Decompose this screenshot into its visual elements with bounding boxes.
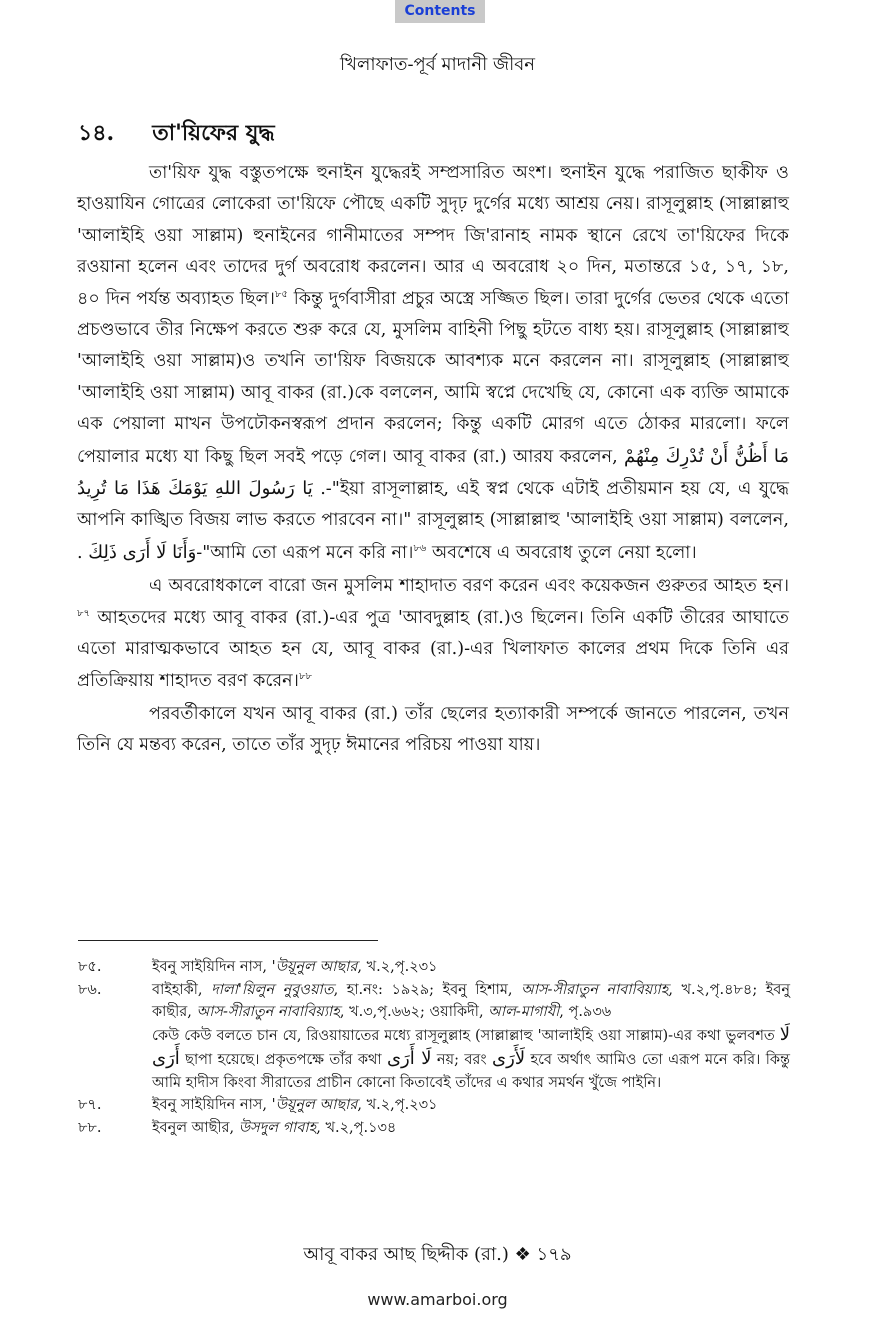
section-heading [78, 116, 275, 153]
contents-link[interactable]: Contents [395, 0, 485, 23]
footnote-text: বাইহাকী, দালা'য়িলুন নুবুওয়াত, হা.নং: ১৯২৯; ইবনু হিশাম, আস-সীরাতুন নাবাবিয়্যাহ, খ.২,পৃ.৪৮৪; ইবনু কাছীর, আস-সীরাতুন নাবাবিয়্যাহ, খ.৩,পৃ.৬৬২; ওয়াকিদী, আল-মাগাযী, পৃ.৯৩৬ [152, 981, 790, 1021]
text-run: .-"ইয়া রাসূলাল্লাহ, এই স্বপ্ন থেকে এটাই প্রতীয়মান হয় যে, এ যুদ্ধে আপনি কাঙ্খিত বিজয় লাভ করতে পারবেন না।" রাসূলুল্লাহ (সাল্লাল্লাহু 'আলাইহি ওয়া সাল্লাম) বললেন, . [77, 479, 789, 563]
footnote-ref: ৮৬ [413, 543, 427, 555]
book-title: আবূ বাকর আছ ছিদ্দীক (রা.) [303, 1244, 509, 1265]
paragraph [77, 158, 789, 569]
footnote-text: ইবনু সাইয়িদিন নাস, 'উয়ূনুল আছার, খ.২,পৃ.২৩১ [152, 959, 438, 975]
page-number: ১৭৯ [536, 1244, 572, 1265]
footnote-text: ইবনুল আছীর, উসদুল গাবাহ, খ.২,পৃ.১৩৪ [152, 1119, 397, 1136]
footnote-number: ৮৬. [78, 981, 102, 998]
footnote-ref: ৮৫ [274, 288, 288, 300]
section-title: তা'য়িফের যুদ্ধ [152, 120, 275, 146]
main-text [77, 158, 789, 762]
text-run: তা'য়িফ যুদ্ধ বস্তুতপক্ষে হুনাইন যুদ্ধেরই সম্প্রসারিত অংশ। হুনাইন যুদ্ধে পরাজিত ছাকীফ ও হাওয়াযিন গোত্রের লোকেরা তা'য়িফে পৌছে একটি সুদৃঢ় দুর্গের মধ্যে আশ্রয় নেয়। রাসূলুল্লাহ (সাল্লাল্লাহু 'আলাইহি ওয়া সাল্লাম) হুনাইনের গানীমাতের সম্পদ জি'রানাহ নামক স্থানে রেখে তা'য়িফের দিকে রওয়ানা হলেন এবং তাদের দুর্গ অবরোধ করলেন। আর এ অবরোধ ২০ দিন, মতান্তরে ১৫, ১৭, ১৮, ৪০ দিন পর্যন্ত অব্যাহত ছিল। [77, 163, 789, 309]
footnote-text: ইবনু সাইয়িদিন নাস, 'উয়ূনুল আছার, খ.২,পৃ.২৩১ [152, 1097, 438, 1114]
arabic-quote: وَأَنَا لَا أَرَى ذَلِكَ [88, 541, 197, 563]
footnote-number: ৮৫. [78, 959, 102, 975]
footnote-86-note: কেউ কেউ বলতে চান যে, রিওয়ায়াতের মধ্যে রাসূলুল্লাহ (সাল্লাল্লাহু 'আলাইহি ওয়া সাল্লাম)-এর কথা ভুলবশত لَا أَرَى ছাপা হয়েছে। প্রকৃতপক্ষে তাঁর কথা لَا أَرَى নয়; বরং لَأَرَى হবে অর্থাৎ আমিও তো এরূপ মনে করি। কিন্তু আমি হাদীস কিংবা সীরাতের প্রাচীন কোনো কিতাবেই তাঁদের এ কথার সমর্থন খুঁজে পাইনি। [152, 1024, 790, 1091]
arabic-quote: مَا أَظُنُّ أَنْ تُدْرِكَ مِنْهُمْ يَا رَسُولَ اللهِ يَوْمَكَ هَذَا مَا تُرِيدُ [77, 445, 789, 500]
separator-icon: ❖ [514, 1244, 531, 1265]
footnotes [78, 956, 790, 1140]
footnote-85 [78, 956, 790, 979]
footnote-86 [78, 979, 790, 1024]
text-run: অবশেষে এ অবরোধ তুলে নেয়া হলো। [426, 542, 697, 563]
text-run: এ অবরোধকালে বারো জন মুসলিম শাহাদাত বরণ করেন এবং কয়েকজন গুরুতর আহত হন। [149, 576, 789, 597]
website-link[interactable]: www.amarboi.org [367, 1290, 508, 1309]
footnote-ref: ৮৮ [298, 670, 312, 682]
running-header: খিলাফাত-পূর্ব মাদানী জীবন [339, 54, 536, 75]
page-footer [0, 1240, 875, 1271]
paragraph [77, 571, 789, 697]
text-run: -"আমি তো এরূপ মনে করি না। [196, 542, 414, 563]
footnote-87 [78, 1094, 790, 1117]
text-run: আহতদের মধ্যে আবূ বাকর (রা.)-এর পুত্র 'আবদুল্লাহ (রা.)ও ছিলেন। তিনি একটি তীরের আঘাতে এতো মারাত্মকভাবে আহত হন যে, আবূ বাকর (রা.)-এর খিলাফাত কালের প্রথম দিকে তিনি এর প্রতিক্রিয়ায় শাহাদত বরণ করেন। [77, 607, 789, 691]
footnote-number: ৮৮. [78, 1119, 102, 1136]
paragraph: পরবর্তীকালে যখন আবূ বাকর (রা.) তাঁর ছেলের হত্যাকারী সম্পর্কে জানতে পারলেন, তখন তিনি যে মন্তব্য করেন, তাতে তাঁর সুদৃঢ় ঈমানের পরিচয় পাওয়া যায়। [77, 703, 789, 756]
section-number: ১৪. [78, 120, 115, 146]
footnote-88 [78, 1117, 790, 1140]
footnote-divider [78, 940, 378, 941]
footnote-ref: ৮৭ [77, 607, 90, 619]
text-run: কিন্তু দুর্গবাসীরা প্রচুর অস্ত্রে সজ্জিত ছিল। তারা দুর্গের ভেতর থেকে এতো প্রচণ্ডভাবে তীর নিক্ষেপ করতে শুরু করে যে, মুসলিম বাহিনী পিছু হটতে বাধ্য হয়। রাসূলুল্লাহ (সাল্লাল্লাহু 'আলাইহি ওয়া সাল্লাম)ও তখনি তা'য়িফ বিজয়কে আবশ্যক মনে করলেন না। রাসূলুল্লাহ (সাল্লাল্লাহু 'আলাইহি ওয়া সাল্লাম) আবূ বাকর (রা.)কে বললেন, আমি স্বপ্নে দেখেছি যে, কোনো এক ব্যক্তি আমাকে এক পেয়ালা মাখন উপঢৌকনস্বরূপ প্রদান করলেন; কিন্তু একটি মোরগ এতে ঠোকর মারলো। ফলে পেয়ালার মধ্যে যা কিছু ছিল সবই পড়ে গেল। আবূ বাকর (রা.) আরয করলেন, [77, 288, 789, 467]
footnote-number: ৮৭. [78, 1097, 102, 1114]
